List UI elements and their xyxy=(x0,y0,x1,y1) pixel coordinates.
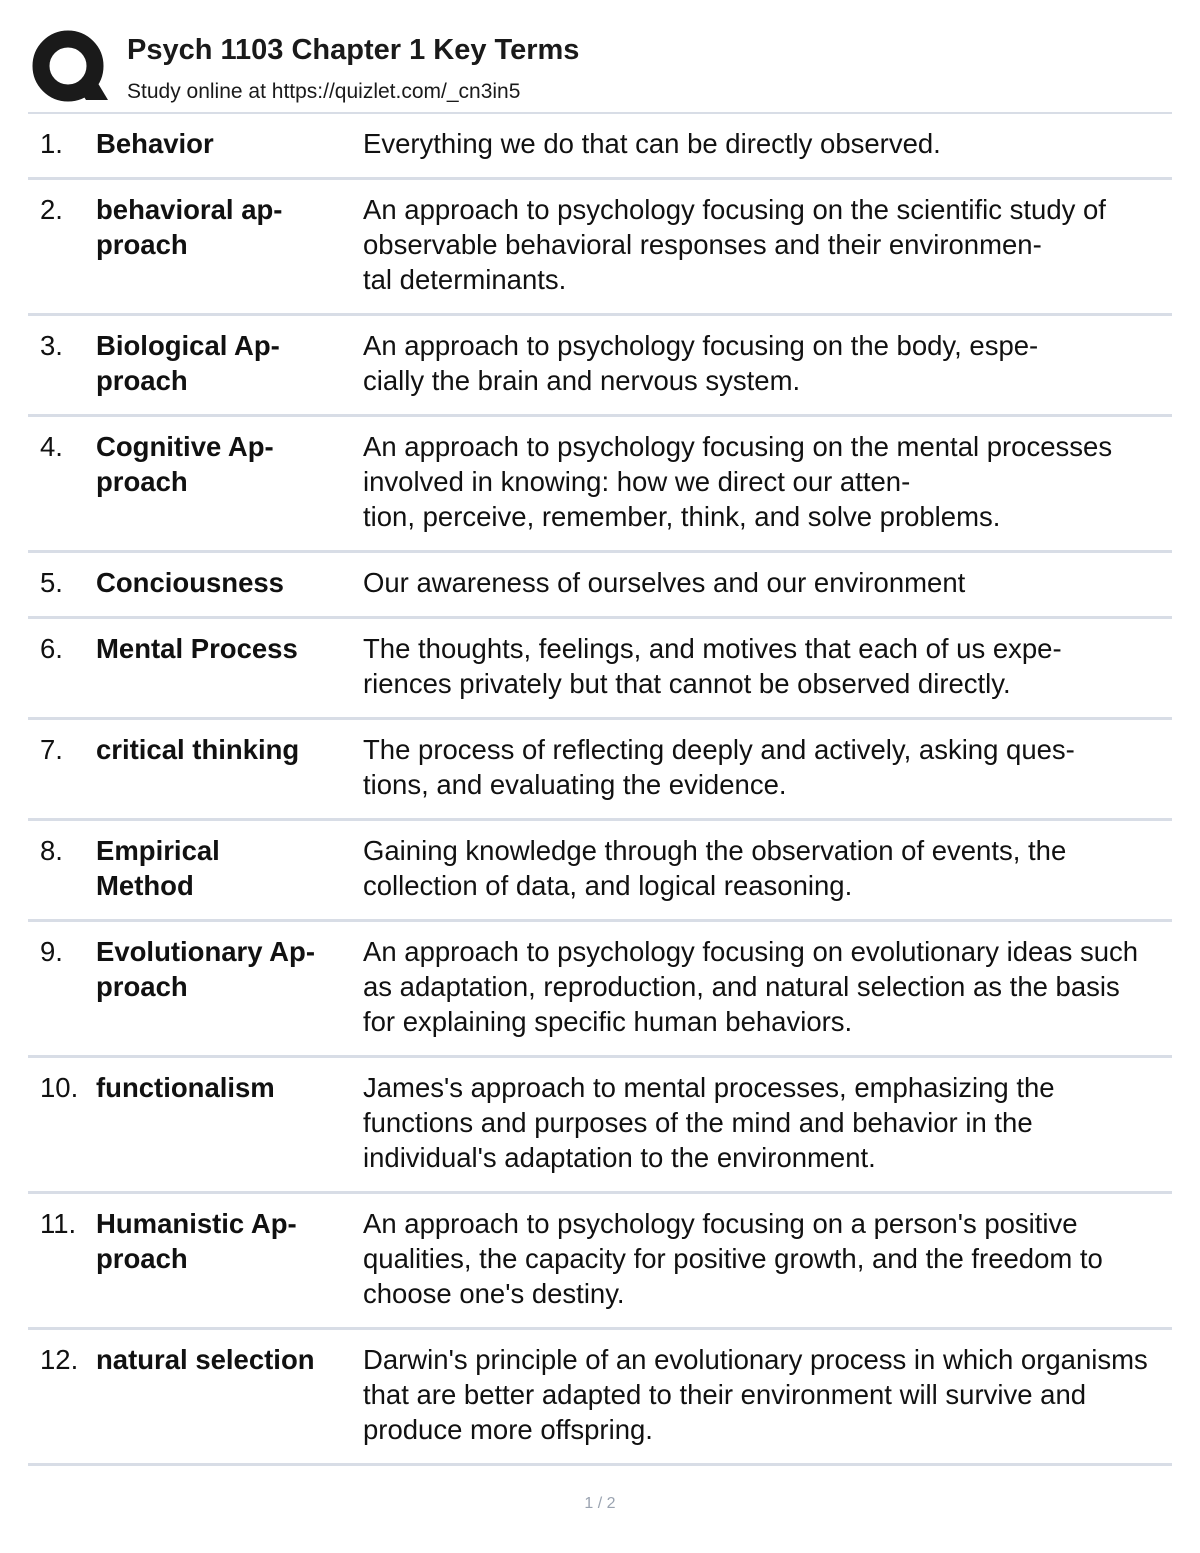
term-number: 4. xyxy=(40,431,63,462)
term-definition: The process of reflecting deeply and actively, asking ques- tions, and evaluating the evidence. xyxy=(363,734,1075,800)
term-definition: An approach to psychology focusing on the scientific study of observable behavioral responses and their environmen- tal determinants. xyxy=(363,194,1106,295)
term-number: 5. xyxy=(40,567,63,598)
term-row xyxy=(28,619,1172,720)
term-name: Conciousness xyxy=(96,567,284,598)
term-name: Humanistic Ap- proach xyxy=(96,1208,297,1274)
term-number: 7. xyxy=(40,734,63,765)
term-name: Behavior xyxy=(96,128,214,159)
page-title: Psych 1103 Chapter 1 Key Terms xyxy=(127,34,580,66)
term-name: critical thinking xyxy=(96,734,300,765)
term-definition: An approach to psychology focusing on evolutionary ideas such as adaptation, reproduction, and natural selection as the basis for explaining specific human behaviors. xyxy=(363,936,1139,1037)
term-name: Biological Ap- proach xyxy=(96,330,280,396)
term-name: functionalism xyxy=(96,1072,275,1103)
term-name: natural selection xyxy=(96,1344,315,1375)
term-definition: Everything we do that can be directly observed. xyxy=(363,128,941,159)
term-name: behavioral ap- proach xyxy=(96,194,283,260)
terms-list xyxy=(28,112,1172,1466)
term-number: 2. xyxy=(40,194,63,225)
term-row xyxy=(28,1330,1172,1466)
term-name: Mental Process xyxy=(96,633,298,664)
term-name: Cognitive Ap- proach xyxy=(96,431,274,497)
term-number: 1. xyxy=(40,128,63,159)
term-definition: James's approach to mental processes, emphasizing the functions and purposes of the mind and behavior in the individual's adaptation to the environment. xyxy=(363,1072,1055,1173)
term-row xyxy=(28,180,1172,316)
term-name: Evolutionary Ap- proach xyxy=(96,936,315,1002)
quizlet-logo-icon xyxy=(30,28,110,108)
page-subtitle: Study online at https://quizlet.com/_cn3in5 xyxy=(127,80,521,103)
term-definition: Our awareness of ourselves and our environment xyxy=(363,567,966,598)
term-number: 8. xyxy=(40,835,63,866)
term-number: 3. xyxy=(40,330,63,361)
term-row xyxy=(28,922,1172,1058)
term-number: 10. xyxy=(40,1072,79,1103)
term-row xyxy=(28,553,1172,619)
term-row xyxy=(28,114,1172,180)
document-header xyxy=(28,28,1172,112)
term-row xyxy=(28,1058,1172,1194)
term-name: Empirical Method xyxy=(96,835,220,901)
term-number: 11. xyxy=(40,1208,77,1239)
term-definition: Gaining knowledge through the observation of events, the collection of data, and logical reasoning. xyxy=(363,835,1067,901)
page-indicator: 1 / 2 xyxy=(584,1495,616,1512)
term-definition: An approach to psychology focusing on the mental processes involved in knowing: how we direct our atten- tion, perceive, remember, think, and solve problems. xyxy=(363,431,1113,532)
term-definition: The thoughts, feelings, and motives that each of us expe- riences privately but that cannot be observed directly. xyxy=(363,633,1062,699)
term-definition: An approach to psychology focusing on a person's positive qualities, the capacity for positive growth, and the freedom to choose one's destiny. xyxy=(363,1208,1103,1309)
term-row xyxy=(28,316,1172,417)
term-row xyxy=(28,821,1172,922)
term-number: 6. xyxy=(40,633,63,664)
term-row xyxy=(28,1194,1172,1330)
term-row xyxy=(28,720,1172,821)
term-number: 9. xyxy=(40,936,63,967)
term-number: 12. xyxy=(40,1344,79,1375)
term-definition: An approach to psychology focusing on the body, espe- cially the brain and nervous system. xyxy=(363,330,1039,396)
term-definition: Darwin's principle of an evolutionary process in which organisms that are better adapted to their environment will survive and produce more offspring. xyxy=(363,1344,1148,1445)
term-row xyxy=(28,417,1172,553)
